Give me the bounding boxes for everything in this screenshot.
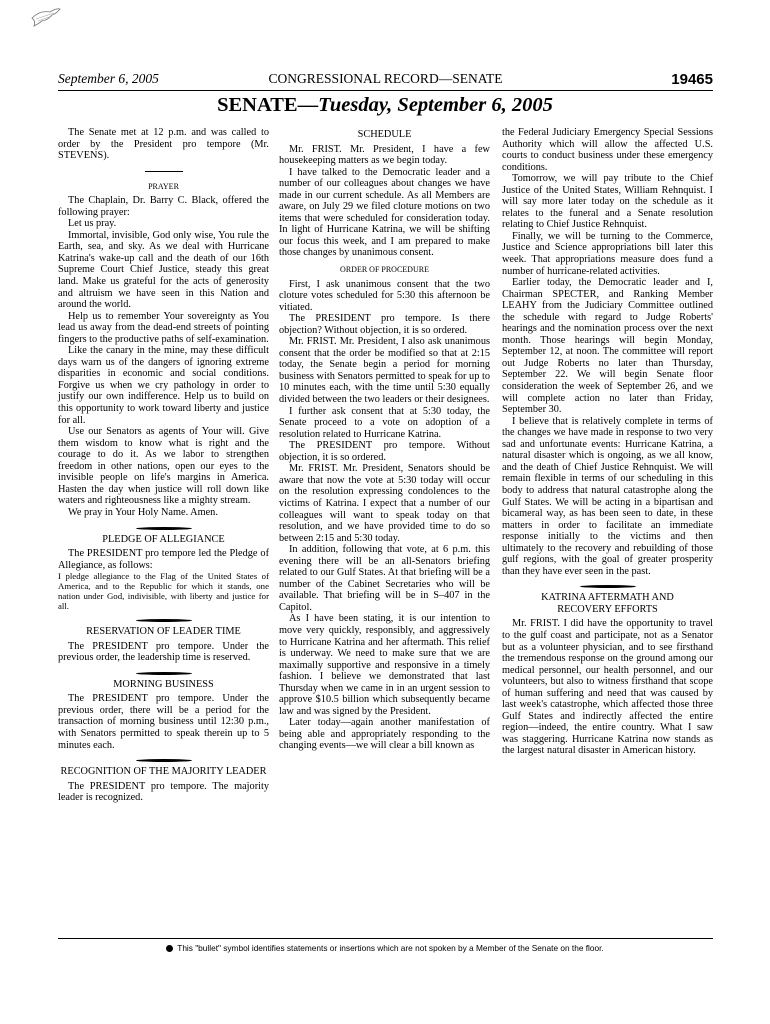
paragraph: I believe that is relatively complete in terms of the changes we have made in response to two very sad and unfortunate events: Hurricane Katrina, a natural disaster which is ongoing, as we all know, and the death of Chief Justice Rehnquist. We will remain flexible in terms of our scheduling in this body to address that natural catastrophe along the Gulf States. We will be acting in a bipartisan and bicameral way, as has been seen to date, in these matters in order to facilitate an immediate response initially to the victims and then ultimately to the recovery and rebuilding of those gulf regions, with the goal of greater prosperity than they have ever seen in the past. xyxy=(502,415,713,577)
section-divider xyxy=(136,527,192,530)
footer-rule xyxy=(58,938,713,939)
paragraph: Like the canary in the mine, may these difficult days warn us of the dangers of ignoring extreme disparities in economic and social conditions. Forgive us when we cry pathology in order to justify our own indifference. Help us to build on this opportunity to work toward liberty and justice for all. xyxy=(58,345,269,426)
paragraph: the Federal Judiciary Emergency Special Sessions Authority which will allow the affected U.S. courts to conduct business under these emergency conditions. xyxy=(502,127,713,173)
paragraph: Mr. FRIST. Mr. President, Senators should be aware that now the vote at 5:30 today will occur on the resolution expressing condolences to the victims of Katrina. I expect that a number of our colleagues will want to speak today on that resolution, and we have provided time to do so between 2:15 and 5:30 today. xyxy=(279,463,490,544)
section-divider xyxy=(136,672,192,675)
section-divider xyxy=(580,585,636,588)
paragraph: We pray in Your Holy Name. Amen. xyxy=(68,506,218,518)
title-dash: — xyxy=(297,94,319,116)
header-publication: CONGRESSIONAL RECORD—SENATE xyxy=(268,71,503,86)
paragraph: The PRESIDENT pro tempore. The majority leader is recognized. xyxy=(58,780,269,804)
paragraph: I have talked to the Democratic leader and a number of our colleagues about changes we have made in our current schedule. As all Members are aware, on July 29 we filed cloture motions on two items that were scheduled for consideration today. In light of Hurricane Katrina, we will be shifting our focus this week, and I am prepared to make those changes by unanimous consent. xyxy=(279,166,490,259)
paragraph: Mr. FRIST. Mr. President, I also ask unanimous consent that the order be modified so that at 2:15 today, the Senate begin a period for morning business with Senators permitted to speak for up to 10 minutes each, with the time until 5:30 equally divided between the two leaders or their designees. xyxy=(279,336,490,406)
section-divider xyxy=(136,759,192,762)
header-rule xyxy=(58,90,713,91)
paragraph: Help us to remember Your sovereignty as You lead us away from the dead-end streets of pointing fingers to the productive paths of self-examination. xyxy=(58,310,269,345)
header-date: September 6, 2005 xyxy=(58,71,159,86)
page-number: 19465 xyxy=(671,71,713,88)
paragraph: Mr. FRIST. I did have the opportunity to travel to the gulf coast and participate, not as a Senator but as a volunteer physician, and to see firsthand the tremendous response on the ground among our medical personnel, our health personnel, and our volunteers, but also to witness firsthand that scope of human suffering and need that was caused by last week's catastrophe, which affected those three Gulf States and indirectly affected the entire region—indeed, the entire country. What I saw was staggering. Hurricane Katrina now stands as the largest natural disaster in American history. xyxy=(502,618,713,757)
paragraph: As I have been stating, it is our intention to move very quickly, responsibly, and aggressively to Hurricane Katrina and her aftermath. This relief is underway. We need to make sure that we are maximally supportive and responsive in a timely fashion. I believe we demonstrated that last Thursday when we came in in an urgent session to approve $10.5 billion which subsequently became law and was signed by the President. xyxy=(279,613,490,717)
prayer-heading: PRAYER xyxy=(148,181,179,191)
footnote xyxy=(0,943,770,953)
katrina-heading: KATRINA AFTERMATH AND RECOVERY EFFORTS xyxy=(541,592,674,615)
paragraph: In addition, following that vote, at 6 p.m. this evening there will be an all-Senators briefing related to our Gulf States. At that briefing will be a number of the Cabinet Secretaries who will be available. That briefing will be in S–407 in the Capitol. xyxy=(279,544,490,613)
paragraph: Immortal, invisible, God only wise, You rule the Earth, sea, and sky. As we deal with Hurricane Katrina's wake-up call and the death of our 16th Supreme Court Chief Justice, steady this great land. Make us grateful for the acts of generosity and altruism we have seen in this Nation and around the world. xyxy=(58,229,269,311)
separator xyxy=(58,166,269,176)
page-title xyxy=(0,94,770,117)
paragraph: The Chaplain, Dr. Barry C. Black, offered the following prayer: xyxy=(58,195,269,218)
reservation-heading: RESERVATION OF LEADER TIME xyxy=(86,626,241,638)
morning-business-heading: MORNING BUSINESS xyxy=(113,678,214,690)
paragraph: First, I ask unanimous consent that the two cloture votes scheduled for 5:30 this afternoon be vitiated. xyxy=(279,278,490,313)
paragraph: Mr. FRIST. Mr. President, I have a few housekeeping matters as we begin today. xyxy=(279,143,490,167)
column-2 xyxy=(279,127,490,752)
paragraph: The Senate met at 12 p.m. and was called to order by the President pro tempore (Mr. STEVENS). xyxy=(58,127,269,162)
column-1 xyxy=(58,127,269,804)
paragraph: Use our Senators as agents of Your will. Give them wisdom to know what is right and the courage to do it. As we labor to strengthen freedom in other nations, open our eyes to the invisible people on life's margins in America. Hasten the day when justice will roll down like waters and righteousness like a mighty stream. xyxy=(58,426,269,507)
order-of-procedure-heading: ORDER OF PROCEDURE xyxy=(340,265,429,275)
section-divider xyxy=(136,619,192,622)
gpo-eagle-logo xyxy=(30,6,62,28)
paragraph: Let us pray. xyxy=(68,218,117,230)
recognition-heading: RECOGNITION OF THE MAJORITY LEADER xyxy=(60,766,267,778)
schedule-heading: SCHEDULE xyxy=(357,129,412,140)
column-3 xyxy=(502,127,713,757)
bullet-icon xyxy=(166,945,173,952)
footnote-text: This "bullet" symbol identifies statements or insertions which are not spoken by a Member of the Senate on the floor. xyxy=(177,943,604,953)
paragraph: The PRESIDENT pro tempore. Under the previous order, there will be a period for the transaction of morning business until 12:30 p.m., with Senators permitted to speak therein up to 5 minutes each. xyxy=(58,693,269,751)
pledge-text: I pledge allegiance to the Flag of the United States of America, and to the Republic for which it stands, one nation under God, indivisible, with liberty and justice for all. xyxy=(58,571,269,612)
paragraph: The PRESIDENT pro tempore. Is there objection? Without objection, it is so ordered. xyxy=(279,313,490,336)
paragraph: Finally, we will be turning to the Commerce, Justice and Science appropriations bill later this week. That appropriations measure does fund a number of hurricane-related activities. xyxy=(502,230,713,277)
running-header xyxy=(58,71,713,91)
paragraph: The PRESIDENT pro tempore. Without objection, it is so ordered. xyxy=(279,440,490,463)
paragraph: Earlier today, the Democratic leader and I, Chairman SPECTER, and Ranking Member LEAHY from the Judiciary Committee outlined the schedule with regard to Judge Roberts' hearings and the nomination process over the next month. Those hearings will begin Monday, September 12, at noon. The committee will report out Judge Roberts no later than Thursday, September 22. We will begin Senate floor consideration the week of September 26, and we will complete action no later than Friday, September 30. xyxy=(502,277,713,416)
paragraph: The PRESIDENT pro tempore. Under the previous order, the leadership time is reserved. xyxy=(58,640,269,664)
paragraph: Tomorrow, we will pay tribute to the Chief Justice of the United States, William Rehnquist. I will say more later today on the schedule as it relates to the funeral and a Senate resolution relating to Chief Justice Rehnquist. xyxy=(502,173,713,231)
title-chamber: SENATE xyxy=(217,94,298,116)
title-date: Tuesday, September 6, 2005 xyxy=(318,94,553,116)
paragraph: The PRESIDENT pro tempore led the Pledge of Allegiance, as follows: xyxy=(58,548,269,571)
paragraph: I further ask consent that at 5:30 today, the Senate proceed to a vote on adoption of a resolution related to Hurricane Katrina. xyxy=(279,405,490,440)
pledge-heading: PLEDGE OF ALLEGIANCE xyxy=(102,533,225,545)
paragraph: Later today—again another manifestation of being able and appropriately responding to the changing events—we will clear a bill known as xyxy=(279,717,490,752)
